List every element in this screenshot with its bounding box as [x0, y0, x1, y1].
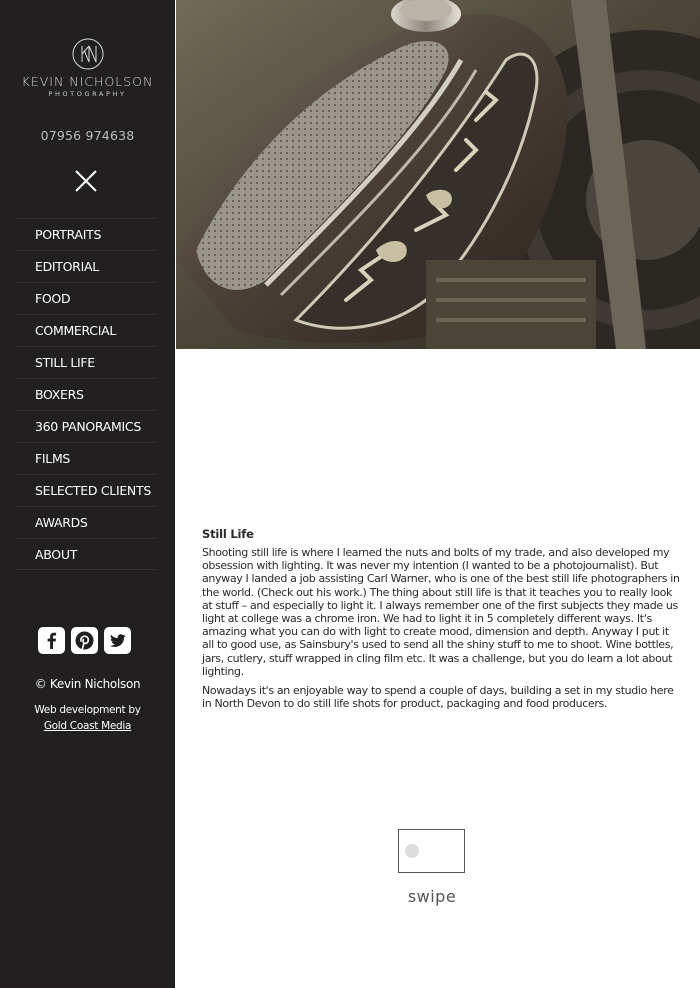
sidebar: [0, 0, 175, 988]
nav-item-portraits[interactable]: PORTRAITS: [16, 218, 156, 250]
content-paragraph: Nowadays it's an enjoyable way to spend a couple of days, building a set in my studio here in North Devon to do still life shots for product, packaging and food producers.: [202, 684, 674, 711]
pinterest-icon[interactable]: [71, 627, 98, 654]
swipe-dot-icon: [405, 844, 419, 858]
nav-item-boxers[interactable]: BOXERS: [16, 378, 156, 410]
nav-item-selected-clients[interactable]: SELECTED CLIENTS: [16, 474, 156, 506]
logo-monogram-icon: [72, 38, 104, 70]
nav-item-editorial[interactable]: EDITORIAL: [16, 250, 156, 282]
nav-item-food[interactable]: FOOD: [16, 282, 156, 314]
nav-item-commercial[interactable]: COMMERCIAL: [16, 314, 156, 346]
webdev-prefix: Web development by: [34, 704, 141, 716]
nav-item-films[interactable]: FILMS: [16, 442, 156, 474]
main-nav: [16, 218, 156, 570]
phone-number[interactable]: 07956 974638: [40, 128, 135, 143]
swipe-icon: [398, 829, 465, 873]
hero-image: [176, 0, 700, 349]
nav-item-about[interactable]: ABOUT: [16, 538, 156, 570]
nav-item-360-panoramics[interactable]: 360 PANORAMICS: [16, 410, 156, 442]
brand-name: KEVIN NICHOLSON: [21, 74, 154, 89]
copyright-text: © Kevin Nicholson: [34, 677, 141, 691]
nav-item-awards[interactable]: AWARDS: [16, 506, 156, 538]
facebook-icon[interactable]: [38, 627, 65, 654]
social-links: [38, 627, 138, 654]
motorcycle-tank-photo: [176, 0, 700, 349]
close-icon: [74, 169, 98, 193]
nav-item-still-life[interactable]: STILL LIFE: [16, 346, 156, 378]
web-development-credit: [0, 702, 175, 734]
swipe-label: swipe: [407, 887, 457, 906]
webdev-link[interactable]: Gold Coast Media: [43, 720, 132, 732]
close-menu-button[interactable]: [74, 169, 98, 193]
page-title: Still Life: [202, 527, 254, 541]
swipe-hint[interactable]: [398, 829, 466, 906]
twitter-icon[interactable]: [104, 627, 131, 654]
brand-subtitle: PHOTOGRAPHY: [48, 90, 127, 98]
content-paragraph: Shooting still life is where I learned the nuts and bolts of my trade, and also developed my obsession with lighting. It was never my intention (I wanted to be a photojournalist). But anyway I landed a job assisting Carl Warner, who is one of the best still life photographers in the world. (Check out his work.) The thing about still life is that it teaches you to really look at stuff – and especially to light it. I always remember one of the first subjects they made us light at college was a chrome iron. We had to light it in 5 completely different ways. It's amazing what you can do with light to create mood, dimension and depth. Anyway I put it all to good use, as Sainsbury's used to send all the shiny stuff to me to shoot. Wine bottles, jars, cutlery, stuff wrapped in cling film etc. It was a challenge, but you do learn a lot about lighting.: [202, 546, 680, 678]
logo[interactable]: [0, 38, 175, 98]
page-content: [202, 526, 680, 716]
